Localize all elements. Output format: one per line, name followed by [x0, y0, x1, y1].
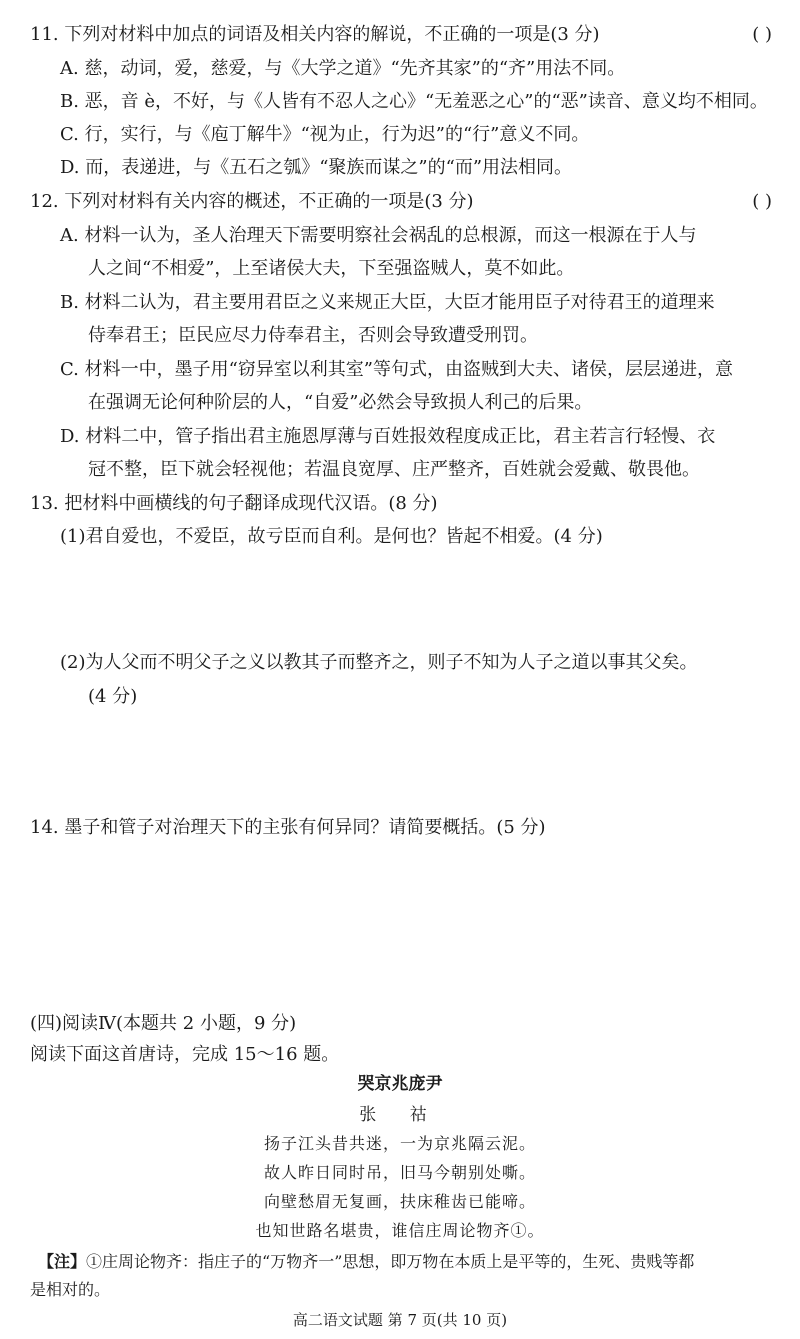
poem-line-4: 也知世路名堪贵，谁信庄周论物齐①。: [255, 1221, 545, 1240]
note-line-2: 是相对的。: [30, 1280, 111, 1299]
note-text: ①庄周论物齐：指庄子的“万物齐一”思想，即万物在本质上是平等的，生死、贵贱等都: [86, 1252, 695, 1271]
q12-option-a: A. 材料一认为，圣人治理天下需要明察社会祸乱的总根源，而这一根源在于人与: [60, 225, 697, 246]
q13-sub1: (1)君自爱也，不爱臣，故亏臣而自利。是何也？皆起不相爱。(4 分): [60, 526, 603, 547]
q11-option-a: A. 慈，动词，爱，慈爱，与《大学之道》“先齐其家”的“齐”用法不同。: [60, 58, 626, 79]
q12-option-c: C. 材料一中，墨子用“窃异室以利其室”等句式，由盗贼到大夫、诸侯，层层递进，意: [60, 359, 733, 380]
q11-option-b: B. 恶，音 è，不好，与《人皆有不忍人之心》“无羞恶之心”的“恶”读音、意义均不相同。: [60, 91, 768, 112]
section4-heading: (四)阅读Ⅳ(本题共 2 小题，9 分): [30, 1013, 297, 1034]
q11-option-d: D. 而，表递进，与《五石之瓠》“聚族而谋之”的“而”用法相同。: [60, 157, 573, 178]
q14-stem: 14. 墨子和管子对治理天下的主张有何异同？请简要概括。(5 分): [30, 817, 546, 838]
q12-stem: 12. 下列对材料有关内容的概述，不正确的一项是(3 分): [30, 191, 474, 212]
note-line-1: [38, 1249, 694, 1275]
q12-option-b: B. 材料二认为，君主要用君臣之义来规正大臣，大臣才能用臣子对待君王的道理来: [60, 292, 715, 313]
q12-option-c-cont: 在强调无论何种阶层的人，“自爱”必然会导致损人利己的后果。: [88, 392, 593, 413]
q11-answer-paren: ( ): [752, 24, 772, 45]
poem-line-2: 故人昨日同时吊，旧马今朝别处嘶。: [263, 1163, 536, 1182]
q12-option-b-cont: 侍奉君王；臣民应尽力侍奉君主，否则会导致遭受刑罚。: [88, 325, 538, 346]
q12-answer-paren: ( ): [752, 191, 772, 212]
q13-stem: 13. 把材料中画横线的句子翻译成现代汉语。(8 分): [30, 493, 438, 514]
page-footer: 高二语文试题 第 7 页(共 10 页): [292, 1311, 508, 1329]
q11-stem: 11. 下列对材料中加点的词语及相关内容的解说，不正确的一项是(3 分): [30, 24, 600, 45]
q13-sub2-cont: (4 分): [88, 686, 138, 707]
q11-option-c: C. 行，实行，与《庖丁解牛》“视为止，行为迟”的“行”意义不同。: [60, 124, 590, 145]
poem-line-1: 扬子江头昔共迷，一为京兆隔云泥。: [263, 1134, 536, 1153]
poem-title: 哭京兆庞尹: [357, 1074, 443, 1094]
q12-option-a-cont: 人之间“不相爱”，上至诸侯大夫，下至强盗贼人，莫不如此。: [88, 258, 575, 279]
q12-option-d: D. 材料二中，管子指出君主施恩厚薄与百姓报效程度成正比，君主若言行轻慢、衣: [60, 426, 716, 447]
poem-author: 张 祜: [359, 1105, 441, 1125]
poem-line-3: 向壁愁眉无复画，扶床稚齿已能啼。: [263, 1192, 536, 1211]
q12-option-d-cont: 冠不整，臣下就会轻视他；若温良宽厚、庄严整齐，百姓就会爱戴、敬畏他。: [88, 459, 700, 480]
note-label: 【注】: [38, 1252, 87, 1271]
q13-sub2: (2)为人父而不明父子之义以教其子而整齐之，则子不知为人子之道以事其父矣。: [60, 652, 698, 673]
section4-intro: 阅读下面这首唐诗，完成 15～16 题。: [30, 1044, 340, 1065]
